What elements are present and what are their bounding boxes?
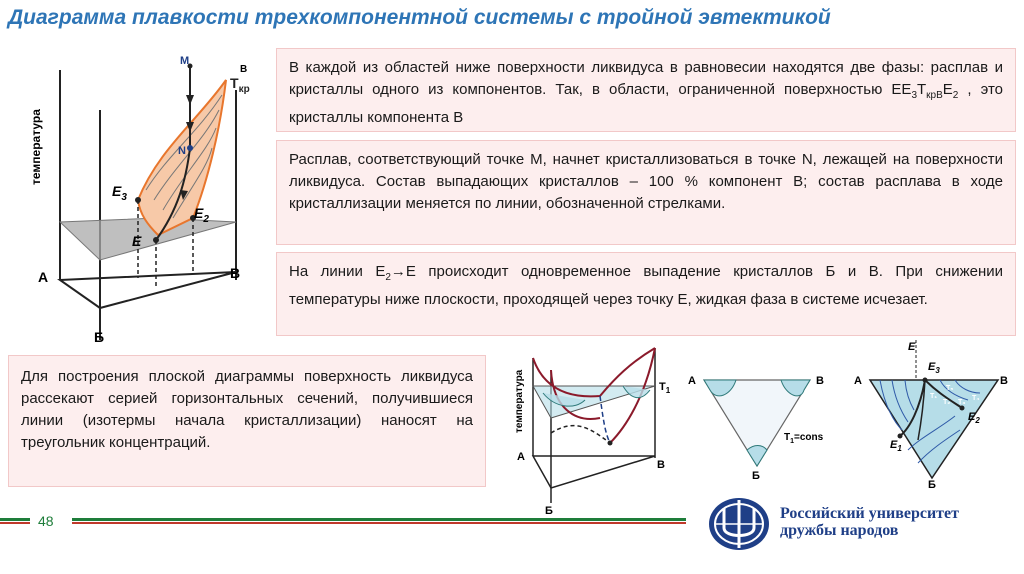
page-number: 48 xyxy=(38,513,54,529)
explanation-eutectic-line: На линии $Е_2\to Е$ происходит одновременное выпадение кристаллов Б и В. При снижении температуры ниже плоскости, проходящей через точку Е, жидкая фаза в системе исчезает. xyxy=(276,252,1016,336)
isotherm-label-t2: Т₂ xyxy=(943,399,951,406)
isotherm-t1-triangle xyxy=(686,366,846,481)
liquidus-surface-b xyxy=(138,80,226,235)
footer-stripe-main-red xyxy=(72,522,686,524)
vertex-v-label: В xyxy=(1000,375,1008,387)
isotherm-label-t4: Т₄ xyxy=(972,395,980,402)
e1-label: $E_1$ xyxy=(890,439,902,453)
vertex-v-label: В xyxy=(816,375,824,387)
vertex-b-label: Б xyxy=(94,329,105,345)
isotherm-projection-triangle xyxy=(850,338,1024,491)
vertex-v-label: В xyxy=(230,265,241,281)
ternary-3d-diagram xyxy=(8,50,270,350)
point-n-label: N xyxy=(178,145,186,157)
vertex-a-label: А xyxy=(688,375,696,387)
vertex-v-label: В xyxy=(657,459,665,471)
e3-label: $E_3$ xyxy=(112,183,127,203)
page-title: Диаграмма плавкости трехкомпонентной системы с тройной эвтектикой xyxy=(8,6,831,29)
explanation-crystallization-path: Расплав, соответствующий точке М, начнет кристаллизоваться в точке N, лежащей на поверхности ликвидуса. Состав выпадающих кристаллов – 100 % компонент В; состав расплава в ходе кристаллизации меняется по линии, обозначенной стрелками. xyxy=(276,140,1016,245)
temperature-axis-label: температура xyxy=(29,109,43,185)
university-logo xyxy=(706,494,772,554)
footer-stripe-left xyxy=(0,518,30,521)
t1-label: $Т_1$ xyxy=(659,381,671,395)
vertex-a-label: А xyxy=(854,375,862,387)
e3-label: $E_3$ xyxy=(928,361,940,375)
isotherm-label-t1: Т₁ xyxy=(930,393,938,400)
e-label: E xyxy=(132,233,142,249)
footer-stripe-main xyxy=(72,518,686,521)
university-name: Российский университет дружбы народов xyxy=(780,505,959,539)
vertex-b-label: Б xyxy=(545,505,553,517)
t1-cons-label: $Т_1=cons$ xyxy=(784,432,824,445)
isotherm-label-t5: Т₅ xyxy=(946,385,954,392)
t-kr-superscript: В xyxy=(240,64,248,75)
e2-label: $E_2$ xyxy=(194,205,209,225)
t-kr-label: $Т_{кр}$ xyxy=(230,75,250,95)
isothermal-section-diagram xyxy=(505,338,680,516)
vertex-b-label: Б xyxy=(928,479,936,491)
vertex-a-label: А xyxy=(517,451,525,463)
vertex-a-label: А xyxy=(38,269,49,285)
footer-stripe-left-red xyxy=(0,522,30,524)
isotherm-label-t3: Т₃ xyxy=(958,399,966,406)
temperature-axis-label: температура xyxy=(514,369,525,433)
explanation-liquidus-regions: В каждой из областей ниже поверхности ликвидуса в равновесии находятся две фазы: расплав и кристаллы одного из компонентов. Так, в области, ограниченной поверхностью $ЕЕ_3Т_{крВ}Е_2$ , это кристаллы компонента В xyxy=(276,48,1016,132)
vertex-b-label: Б xyxy=(752,470,760,482)
point-m-label: M xyxy=(180,55,190,67)
e2-label: $E_2$ xyxy=(968,411,980,425)
explanation-isotherm-method: Для построения плоской диаграммы поверхность ликвидуса рассекают серией горизонтальных сечений, получившиеся линии (изотермы начала кристаллизации) наносят на треугольник концентраций. xyxy=(8,355,486,487)
e-label: E xyxy=(908,341,916,353)
